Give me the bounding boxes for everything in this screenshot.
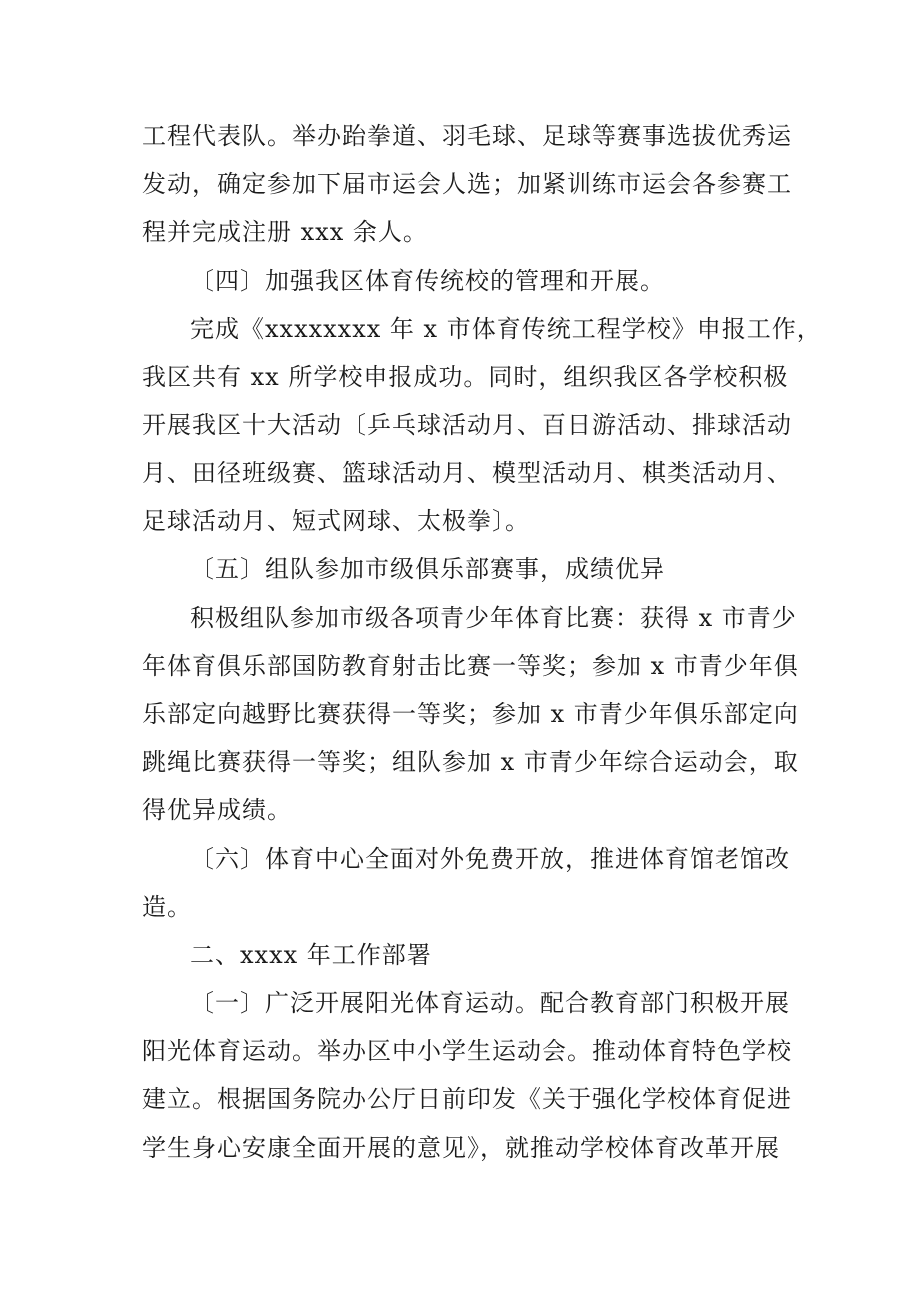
text-line: 跳绳比赛获得一等奖；组队参加 x 市青少年综合运动会，取 bbox=[142, 748, 799, 776]
text-line: 足球活动月、短式网球、太极拳〕。 bbox=[142, 507, 530, 535]
section-heading: 〔四〕加强我区体育传统校的管理和开展。 bbox=[190, 267, 665, 295]
text-line: 月、田径班级赛、篮球活动月、模型活动月、棋类活动月、 bbox=[142, 459, 792, 487]
text-line: 我区共有 xx 所学校申报成功。同时，组织我区各学校积极 bbox=[142, 363, 789, 391]
text-line: 程并完成注册 xxx 余人。 bbox=[142, 218, 428, 246]
section-heading: 〔六〕体育中心全面对外免费开放，推进体育馆老馆改 bbox=[190, 845, 790, 873]
text-line: 〔一〕广泛开展阳光体育运动。配合教育部门积极开展 bbox=[190, 989, 790, 1017]
text-line: 开展我区十大活动〔乒乓球活动月、百日游活动、排球活动 bbox=[142, 411, 792, 439]
text-line: 乐部定向越野比赛获得一等奖；参加 x 市青少年俱乐部定向 bbox=[142, 700, 799, 728]
text-line: 年体育俱乐部国防教育射击比赛一等奖；参加 x 市青少年俱 bbox=[142, 652, 799, 680]
text-line: 建立。根据国务院办公厅日前印发《关于强化学校体育促进 bbox=[142, 1085, 792, 1113]
section-heading: 〔五〕组队参加市级俱乐部赛事，成绩优异 bbox=[190, 555, 665, 583]
text-line: 积极组队参加市级各项青少年体育比赛：获得 x 市青少 bbox=[190, 604, 797, 632]
text-line: 工程代表队。举办跆拳道、羽毛球、足球等赛事选拔优秀运 bbox=[142, 122, 792, 150]
section-heading: 二、xxxx 年工作部署 bbox=[190, 941, 432, 969]
text-line: 造。 bbox=[142, 893, 192, 921]
text-line: 阳光体育运动。举办区中小学生运动会。推动体育特色学校 bbox=[142, 1037, 792, 1065]
text-line: 得优异成绩。 bbox=[142, 796, 292, 824]
text-line: 发动，确定参加下届市运会人选；加紧训练市运会各参赛工 bbox=[142, 170, 792, 198]
text-line: 完成《xxxxxxxx 年 x 市体育传统工程学校》申报工作， bbox=[190, 315, 822, 343]
text-line: 学生身心安康全面开展的意见》，就推动学校体育改革开展 bbox=[142, 1134, 780, 1162]
